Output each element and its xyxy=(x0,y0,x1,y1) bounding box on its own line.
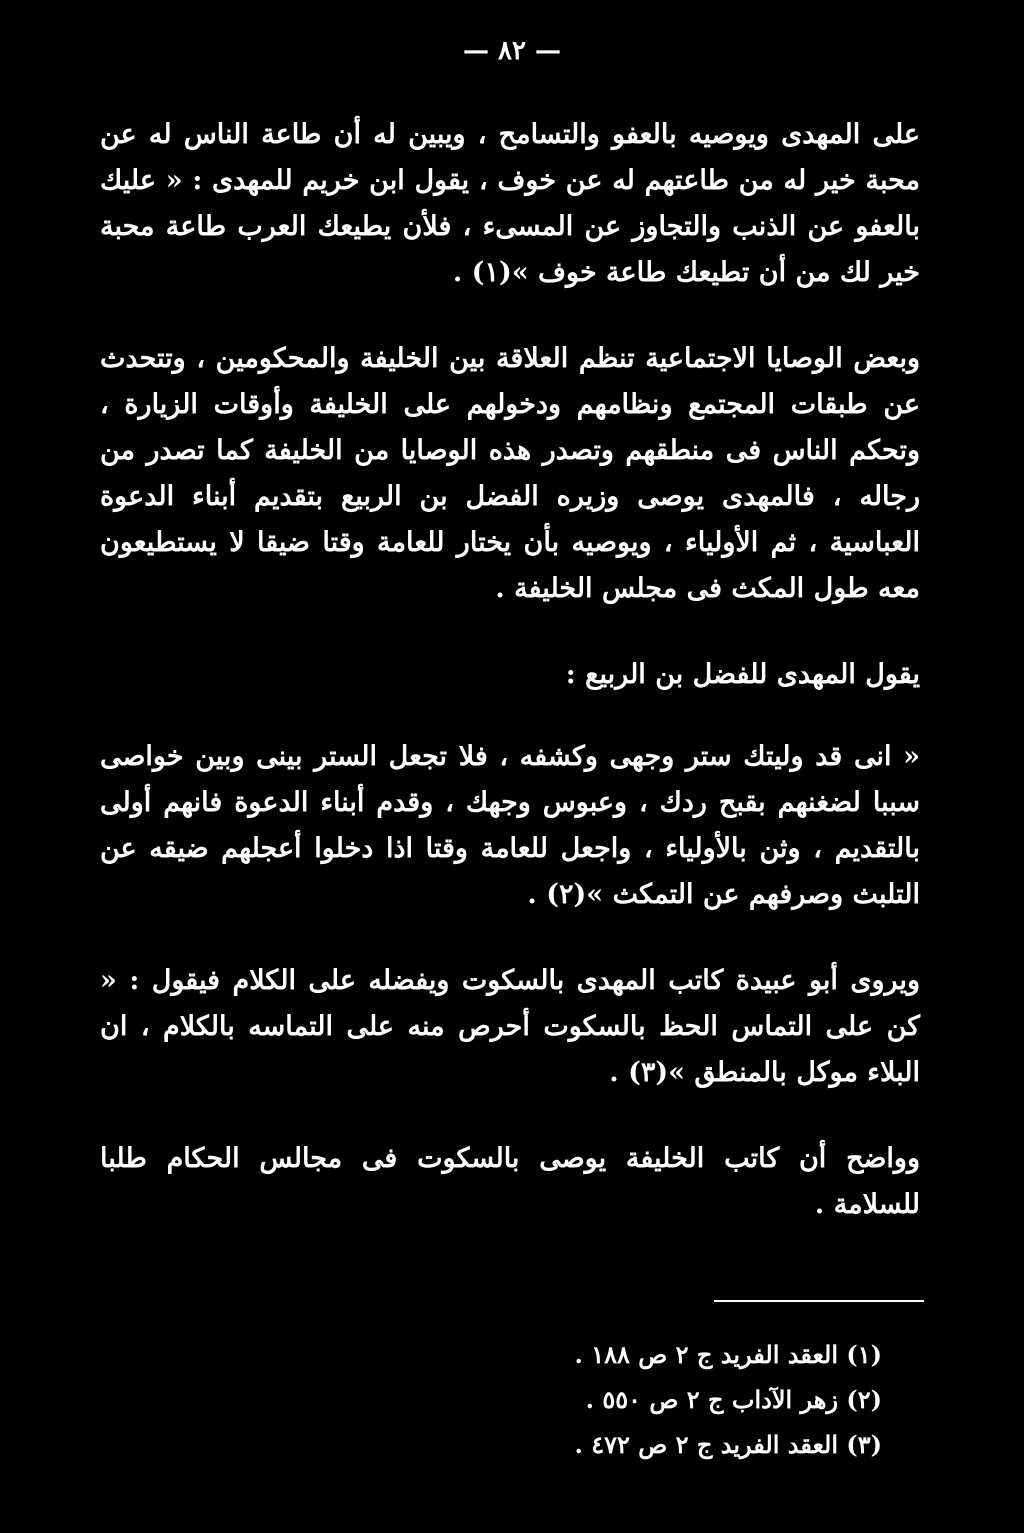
paragraph-mahdi-forgiveness: على المهدى ويوصيه بالعفو والتسامح ، ويبين له أن طاعة الناس له عن محبة خير له من طاعتهم له عن خوف ، يقول ابن خريم للمهدى : « عليك بالعفو عن الذنب والتجاوز عن المسىء ، فلأن يطيعك العرب طاعة محبة خير لك من أن تطيعك طاعة خوف »(١) . xyxy=(100,119,920,288)
footnote-item: (١) العقد الفريد ج ٢ ص ١٨٨ . xyxy=(574,1340,882,1369)
footnote-item: (٣) العقد الفريد ج ٢ ص ٤٧٢ . xyxy=(574,1430,882,1459)
footnote-item: (٢) زهر الآداب ج ٢ ص ٥٥٠ . xyxy=(585,1385,882,1414)
paragraph-mahdi-quote: « انى قد وليتك ستر وجهى وكشفه ، فلا تجعل الستر بينى وبين خواصى سببا لضغنهم بقبح ردك ، وعبوس وجهك ، وقدم أبناء الدعوة فانهم أولى بالتقديم ، وثن بالأولياء ، واجعل للعامة وقتا اذا دخلوا أعجلهم ضيقه عن التلبث وصرفهم عن التمكث »(٢) . xyxy=(100,741,921,910)
footnotes xyxy=(104,1300,924,1467)
page-number: — ٨٢ — xyxy=(462,36,562,66)
paragraph-mahdi-says: يقول المهدى للفضل بن الربيع : xyxy=(565,659,920,690)
paragraph-social-advice: وبعض الوصايا الاجتماعية تنظم العلاقة بين الخليفة والمحكومين ، وتتحدث عن طبقات المجتمع ونظامهم ودخولهم على الخليفة وأوقات الزيارة ، وتحكم الناس فى منطقهم وتصدر هذه الوصايا من الخليفة كما تصدر من رجاله ، فالمهدى يوصى وزيره الفضل بن الربيع بتقديم أبناء الدعوة العباسية ، ثم الأولياء ، ويوصيه بأن يختار للعامة وقتا ضيقا لا يستطيعون معه طول المكث فى مجلس الخليفة . xyxy=(100,343,920,604)
paragraph-conclusion: وواضح أن كاتب الخليفة يوصى بالسكوت فى مجالس الحكام طلبا للسلامة . xyxy=(100,1143,920,1220)
paragraph-abu-ubaida: ويروى أبو عبيدة كاتب المهدى بالسكوت ويفضله على الكلام فيقول : « كن على التماس الحظ بالسكوت أحرص منه على التماسه بالكلام ، ان البلاء موكل بالمنطق »(٣) . xyxy=(100,965,920,1088)
page-body xyxy=(100,112,920,1268)
footnote-divider xyxy=(714,1300,924,1302)
